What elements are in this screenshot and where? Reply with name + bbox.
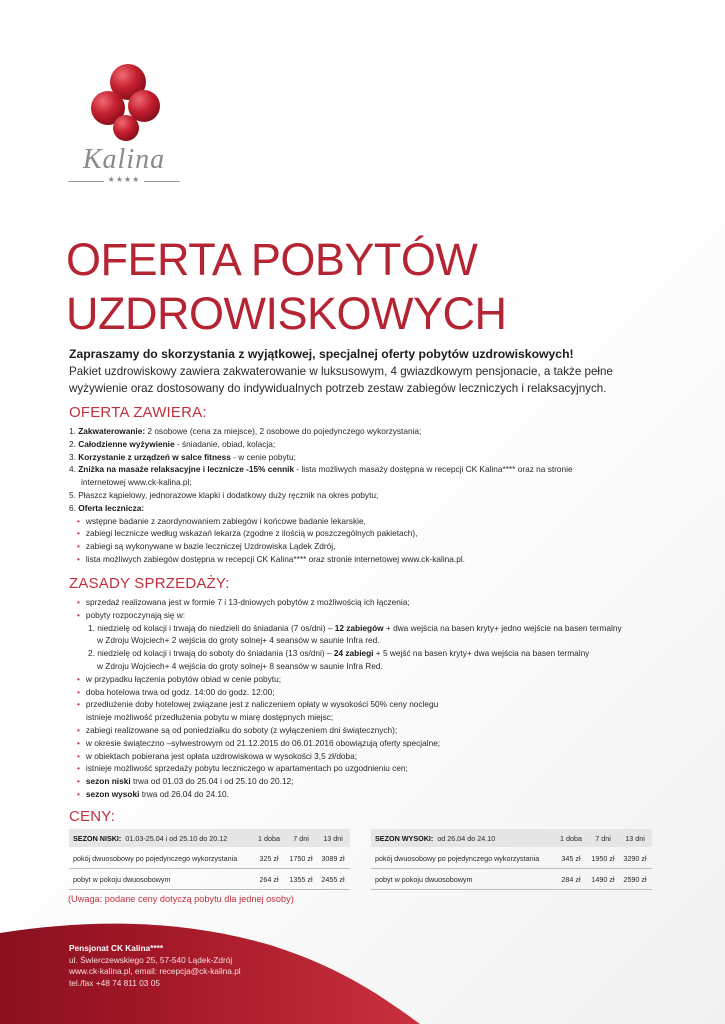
- intro-line: wyżywienie oraz dostosowany do indywidualnych potrzeb zestaw zabiegów leczniczych i relaksacyjnych.: [69, 382, 607, 395]
- price-table-high-season: [371, 829, 652, 890]
- table-row: pokój dwuosobowy po pojedynczego wykorzystania 345 zł 1950 zł 3290 zł: [371, 848, 652, 869]
- offer-item: 1. Zakwaterowanie: 2 osobowe (cena za miejsce), 2 osobowe do pojedynczego wykorzystania;: [69, 426, 422, 436]
- offer-bullet: • wstępne badanie z zaordynowaniem zabiegów i końcowe badanie lekarskie,: [69, 515, 669, 528]
- footer-phone: tel./fax +48 74 811 03 05: [69, 977, 160, 988]
- intro-lead: Zapraszamy do skorzystania z wyjątkowej, specjalnej oferty pobytów uzdrowiskowych!: [69, 347, 574, 361]
- title-line-1: OFERTA POBYTÓW: [66, 234, 478, 285]
- title-line-2: UZDROWISKOWYCH: [66, 288, 507, 339]
- page-title: [66, 233, 706, 341]
- rule-subitem-cont: w Zdroju Wojciech+ 4 wejścia do groty solnej+ 8 seansów w saunie Infra Red.: [97, 660, 383, 671]
- intro-line: Pakiet uzdrowiskowy zawiera zakwaterowanie w luksusowym, 4 gwiazdkowym pensjonacie, a także pełne: [69, 365, 613, 378]
- offer-item: 5. Płaszcz kąpielowy, jednorazowe klapki i dodatkowy duży ręcznik na okres pobytu;: [69, 489, 379, 500]
- logo-stars: ★★★★: [104, 175, 144, 184]
- logo: [68, 62, 180, 192]
- offer-heading: OFERTA ZAWIERA:: [69, 404, 207, 421]
- footer-contact: [69, 943, 241, 989]
- rule-item: • pobyty rozpoczynają się w:: [69, 609, 669, 622]
- price-note: (Uwaga: podane ceny dotyczą pobytu dla jednej osoby): [68, 894, 294, 904]
- rule-item: • zabiegi realizowane są od poniedziałku do soboty (z wyłączeniem dni świątecznych);: [69, 724, 669, 737]
- price-table-low-season: [69, 829, 350, 890]
- rule-item: • w przypadku łączenia pobytów obiad w cenie pobytu;: [69, 673, 669, 686]
- offer-item: 4. Zniżka na masaże relaksacyjne i lecznicze -15% cennik - lista możliwych masaży dostępna w recepcji CK Kalina**** oraz na stronie: [69, 464, 573, 475]
- offer-bullet: • zabiegi lecznicze według wskazań lekarza (zgodne z ilością w poszczególnych pakietach),: [69, 527, 669, 540]
- rule-item: • przedłużenie doby hotelowej związane jest z naliczeniem opłaty w wysokości 50% ceny noclegu: [69, 698, 669, 711]
- rule-item: • sezon wysoki trwa od 26.04 do 24.10.: [69, 788, 669, 801]
- footer-address: ul. Świerczewskiego 25, 57-540 Lądek-Zdrój: [69, 954, 233, 965]
- rules-list: [69, 596, 669, 801]
- offer-item: 2. Całodzienne wyżywienie - śniadanie, obiad, kolacja;: [69, 438, 276, 449]
- rule-subitem-cont: w Zdroju Wojciech+ 2 wejścia do groty solnej+ 4 seansów w saunie Infra red.: [97, 635, 380, 646]
- table-row: pokój dwuosobowy po pojedynczego wykorzystania 325 zł 1750 zł 3089 zł: [69, 848, 350, 869]
- rule-subitem: 1. niedzielę od kolacji i trwają do niedzieli do śniadania (7 os/dni) – 12 zabiegów + dwa wejścia na basen kryty+ jedno wejście na basen termalny: [88, 622, 622, 633]
- rule-subitem: 2. niedzielę od kolacji i trwają do soboty do śniadania (13 os/dni) – 24 zabiegi + 5 wejść na basen kryty+ dwa wejścia na basen termalny: [88, 648, 590, 659]
- table-header-row: SEZON WYSOKI: od 26.04 do 24.10 1 doba 7 dni 13 dni: [371, 829, 652, 847]
- rule-item: • sprzedaż realizowana jest w formie 7 i 13-dniowych pobytów z możliwością ich łączenia;: [69, 596, 669, 609]
- table-row: pobyt w pokoju dwuosobowym 264 zł 1355 zł 2455 zł: [69, 869, 350, 890]
- footer-name: Pensjonat CK Kalina****: [69, 943, 164, 953]
- offer-item-cont: internetowej www.ck-kalina.pl;: [81, 477, 192, 488]
- berries-icon: [88, 62, 168, 144]
- intro: [69, 346, 669, 397]
- offer-item: 3. Korzystanie z urządzeń w salce fitness - w cenie pobytu;: [69, 451, 296, 462]
- rule-item: • sezon niski trwa od 01.03 do 25.04 i od 25.10 do 20.12;: [69, 775, 669, 788]
- rule-item: • w obiektach pobierana jest opłata uzdrowiskowa w wysokości 3,5 zł/doba;: [69, 750, 669, 763]
- table-row: pobyt w pokoju dwuosobowym 284 zł 1490 zł 2590 zł: [371, 869, 652, 890]
- logo-name: Kalina: [82, 144, 166, 175]
- rules-heading: ZASADY SPRZEDAŻY:: [69, 575, 230, 592]
- offer-bullet: • zabiegi są wykonywane w bazie leczniczej Uzdrowiska Lądek Zdrój,: [69, 540, 669, 553]
- footer-web: www.ck-kalina.pl, email: recepcja@ck-kalina.pl: [69, 966, 241, 977]
- rule-item-cont: istnieje możliwość przedłużenia pobytu w miarę dostępnych miejsc;: [86, 712, 334, 723]
- offer-item: 6. Oferta lecznicza:: [69, 502, 145, 513]
- prices-heading: CENY:: [69, 808, 116, 825]
- rule-item: • doba hotelowa trwa od godz. 14:00 do godz. 12:00;: [69, 686, 669, 699]
- rule-item: • istnieje możliwość sprzedaży pobytu leczniczego w apartamentach po uzgodnieniu cen;: [69, 762, 669, 775]
- table-header-row: SEZON NISKI: 01.03-25.04 i od 25.10 do 20.12 1 doba 7 dni 13 dni: [69, 829, 350, 847]
- offer-bullet: • lista możliwych zabiegów dostępna w recepcji CK Kalina**** oraz stronie internetowej www.ck-kalina.pl.: [69, 553, 669, 566]
- offer-list: [69, 425, 669, 566]
- rule-item: • w okresie świątecznо –sylwestrowym od 21.12.2015 do 06.01.2016 obowiązują oferty specjalne;: [69, 737, 669, 750]
